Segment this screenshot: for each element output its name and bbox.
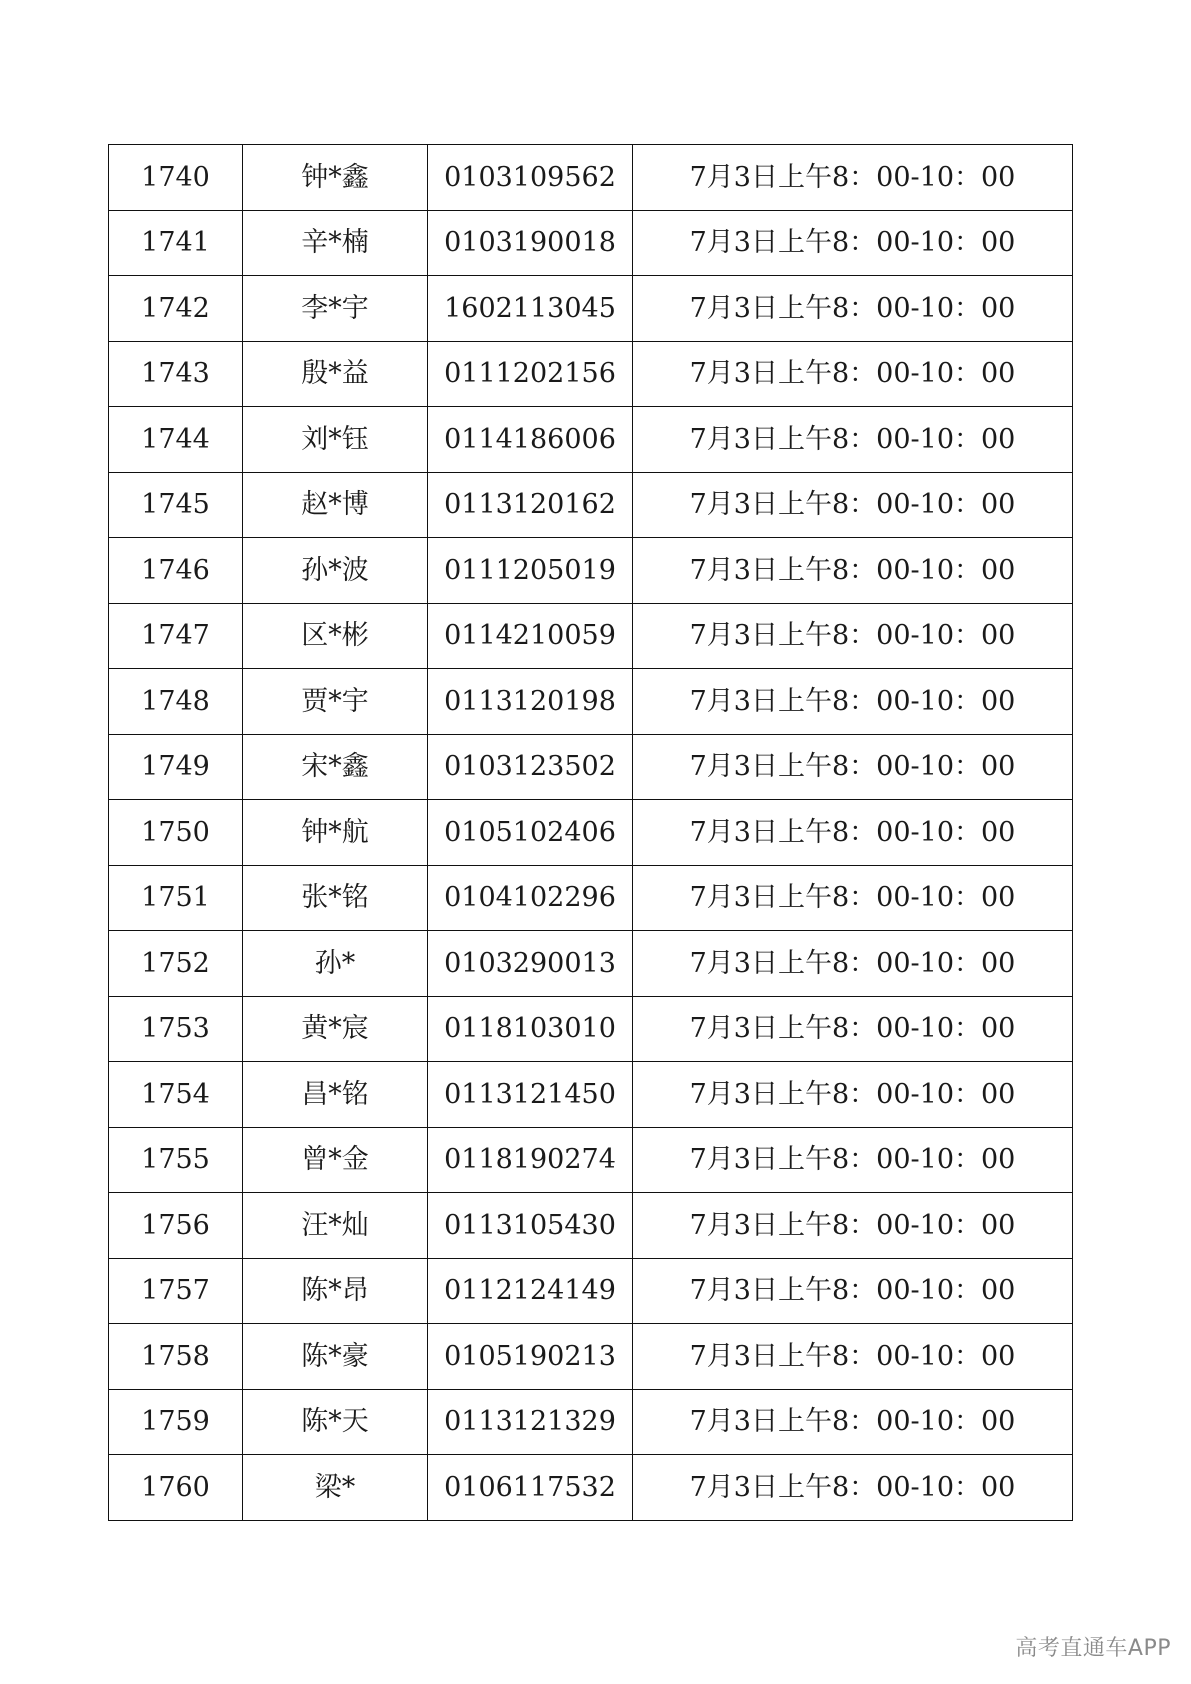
- row-seq-cell: 1749: [109, 734, 243, 800]
- row-name-cell: 贾*宇: [243, 669, 428, 735]
- table-row: [109, 734, 1073, 800]
- row-seq-cell: 1757: [109, 1258, 243, 1324]
- table-row: [109, 538, 1073, 604]
- row-time-cell: 7月3日上午8：00-10：00: [633, 1062, 1073, 1128]
- row-id-cell: 0114210059: [428, 603, 633, 669]
- table-row: [109, 669, 1073, 735]
- row-time-cell: 7月3日上午8：00-10：00: [633, 1258, 1073, 1324]
- table-row: [109, 407, 1073, 473]
- row-name-cell: 刘*钰: [243, 407, 428, 473]
- row-time-cell: 7月3日上午8：00-10：00: [633, 734, 1073, 800]
- row-seq-cell: 1754: [109, 1062, 243, 1128]
- row-id-cell: 0118103010: [428, 996, 633, 1062]
- table-row: [109, 472, 1073, 538]
- row-id-cell: 0111205019: [428, 538, 633, 604]
- table-row: [109, 931, 1073, 997]
- row-name-cell: 黄*宸: [243, 996, 428, 1062]
- row-id-cell: 1602113045: [428, 276, 633, 342]
- row-id-cell: 0118190274: [428, 1127, 633, 1193]
- row-seq-cell: 1759: [109, 1389, 243, 1455]
- row-seq-cell: 1756: [109, 1193, 243, 1259]
- row-id-cell: 0105102406: [428, 800, 633, 866]
- table-row: [109, 1193, 1073, 1259]
- row-time-cell: 7月3日上午8：00-10：00: [633, 603, 1073, 669]
- row-id-cell: 0103190018: [428, 210, 633, 276]
- row-id-cell: 0103109562: [428, 145, 633, 211]
- row-seq-cell: 1740: [109, 145, 243, 211]
- row-time-cell: 7月3日上午8：00-10：00: [633, 931, 1073, 997]
- table-row: [109, 1389, 1073, 1455]
- row-id-cell: 0105190213: [428, 1324, 633, 1390]
- row-name-cell: 昌*铭: [243, 1062, 428, 1128]
- row-seq-cell: 1752: [109, 931, 243, 997]
- row-id-cell: 0113120162: [428, 472, 633, 538]
- row-name-cell: 钟*鑫: [243, 145, 428, 211]
- row-id-cell: 0113120198: [428, 669, 633, 735]
- table-row: [109, 210, 1073, 276]
- table-row: [109, 1127, 1073, 1193]
- row-time-cell: 7月3日上午8：00-10：00: [633, 276, 1073, 342]
- row-id-cell: 0112124149: [428, 1258, 633, 1324]
- row-name-cell: 区*彬: [243, 603, 428, 669]
- row-name-cell: 汪*灿: [243, 1193, 428, 1259]
- row-time-cell: 7月3日上午8：00-10：00: [633, 210, 1073, 276]
- table-row: [109, 800, 1073, 866]
- row-seq-cell: 1744: [109, 407, 243, 473]
- row-seq-cell: 1748: [109, 669, 243, 735]
- row-time-cell: 7月3日上午8：00-10：00: [633, 669, 1073, 735]
- row-seq-cell: 1742: [109, 276, 243, 342]
- row-id-cell: 0111202156: [428, 341, 633, 407]
- row-time-cell: 7月3日上午8：00-10：00: [633, 1127, 1073, 1193]
- row-time-cell: 7月3日上午8：00-10：00: [633, 1455, 1073, 1521]
- row-seq-cell: 1758: [109, 1324, 243, 1390]
- schedule-table-body: [109, 145, 1073, 1521]
- row-seq-cell: 1751: [109, 865, 243, 931]
- row-id-cell: 0113121329: [428, 1389, 633, 1455]
- table-row: [109, 865, 1073, 931]
- row-time-cell: 7月3日上午8：00-10：00: [633, 1193, 1073, 1259]
- row-time-cell: 7月3日上午8：00-10：00: [633, 800, 1073, 866]
- row-name-cell: 陈*昂: [243, 1258, 428, 1324]
- row-name-cell: 宋*鑫: [243, 734, 428, 800]
- row-name-cell: 陈*豪: [243, 1324, 428, 1390]
- row-time-cell: 7月3日上午8：00-10：00: [633, 1389, 1073, 1455]
- row-seq-cell: 1747: [109, 603, 243, 669]
- row-seq-cell: 1741: [109, 210, 243, 276]
- row-id-cell: 0106117532: [428, 1455, 633, 1521]
- table-row: [109, 341, 1073, 407]
- row-id-cell: 0103290013: [428, 931, 633, 997]
- table-row: [109, 603, 1073, 669]
- row-name-cell: 赵*博: [243, 472, 428, 538]
- table-row: [109, 276, 1073, 342]
- table-row: [109, 1258, 1073, 1324]
- row-id-cell: 0103123502: [428, 734, 633, 800]
- row-time-cell: 7月3日上午8：00-10：00: [633, 407, 1073, 473]
- row-name-cell: 殷*益: [243, 341, 428, 407]
- row-seq-cell: 1745: [109, 472, 243, 538]
- row-time-cell: 7月3日上午8：00-10：00: [633, 472, 1073, 538]
- row-name-cell: 张*铭: [243, 865, 428, 931]
- table-row: [109, 1455, 1073, 1521]
- row-seq-cell: 1753: [109, 996, 243, 1062]
- row-seq-cell: 1743: [109, 341, 243, 407]
- row-time-cell: 7月3日上午8：00-10：00: [633, 538, 1073, 604]
- row-seq-cell: 1760: [109, 1455, 243, 1521]
- row-name-cell: 李*宇: [243, 276, 428, 342]
- row-time-cell: 7月3日上午8：00-10：00: [633, 1324, 1073, 1390]
- row-time-cell: 7月3日上午8：00-10：00: [633, 341, 1073, 407]
- row-seq-cell: 1750: [109, 800, 243, 866]
- row-name-cell: 辛*楠: [243, 210, 428, 276]
- table-row: [109, 1324, 1073, 1390]
- row-name-cell: 曾*金: [243, 1127, 428, 1193]
- row-name-cell: 孙*: [243, 931, 428, 997]
- row-time-cell: 7月3日上午8：00-10：00: [633, 865, 1073, 931]
- schedule-table: [108, 144, 1073, 1521]
- table-row: [109, 1062, 1073, 1128]
- row-time-cell: 7月3日上午8：00-10：00: [633, 996, 1073, 1062]
- row-seq-cell: 1755: [109, 1127, 243, 1193]
- row-seq-cell: 1746: [109, 538, 243, 604]
- row-id-cell: 0114186006: [428, 407, 633, 473]
- row-name-cell: 陈*天: [243, 1389, 428, 1455]
- row-time-cell: 7月3日上午8：00-10：00: [633, 145, 1073, 211]
- watermark-text: 高考直通车APP: [1015, 1636, 1171, 1661]
- row-name-cell: 孙*波: [243, 538, 428, 604]
- row-id-cell: 0113105430: [428, 1193, 633, 1259]
- row-id-cell: 0104102296: [428, 865, 633, 931]
- table-row: [109, 996, 1073, 1062]
- table-row: [109, 145, 1073, 211]
- row-name-cell: 钟*航: [243, 800, 428, 866]
- row-name-cell: 梁*: [243, 1455, 428, 1521]
- row-id-cell: 0113121450: [428, 1062, 633, 1128]
